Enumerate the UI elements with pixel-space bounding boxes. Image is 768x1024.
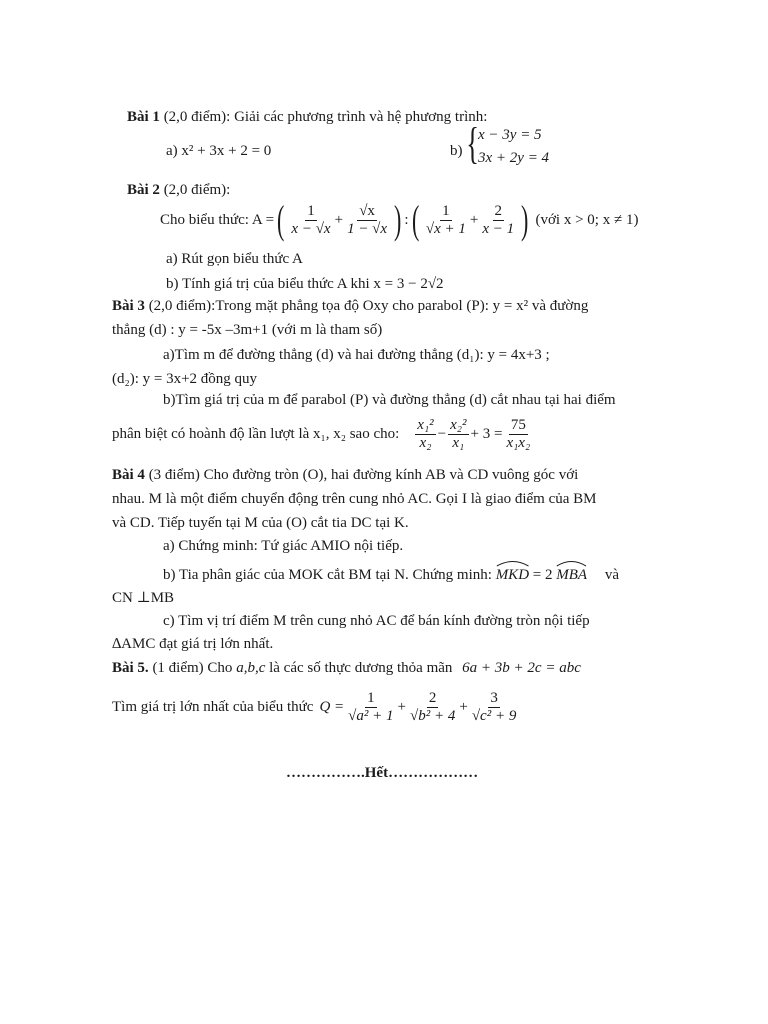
b2-fraction-3: $\frac{1}{√x + 1}$ [425, 202, 466, 237]
b3-plus-3: + 3 = [470, 425, 503, 442]
arc-mba: MBA [556, 566, 587, 585]
b4-line-1 [112, 466, 578, 485]
b4-line-2: nhau. M là một điểm chuyển động trên cung nhỏ AC. Gọi I là giao điểm của BM [112, 491, 597, 507]
b3-line-4: (d₂): y = 3x+2 đồng quy [112, 371, 258, 387]
b4-and: và [604, 567, 619, 583]
b2-condition: (với x > 0; x ≠ 1) [535, 211, 639, 228]
b4-part-a: a) Chứng minh: Tứ giác AMIO nội tiếp. [163, 538, 404, 554]
b4-part-c-1: c) Tìm vị trí điểm M trên cung nhỏ AC để bán kính đường tròn nội tiếp [163, 613, 590, 629]
b3-line-6: phân biệt có hoành độ lần lượt là x₁, x₂ sao cho: $\frac{\text{x₁²}}{\text{x₂}}$ − $\frac{\text{x₂²}}{\text{x₁}}$ + 3 = $\frac{75}{\text{x₁x₂}}$ [112, 416, 531, 451]
b5-fraction-1: $\frac{1}{\text{√a² + 1}}$ [348, 689, 394, 724]
b4-part-c-2: ∆AMC đạt giá trị lớn nhất. [112, 636, 274, 652]
b2-part-a: a) Rút gọn biểu thức A [166, 251, 303, 267]
b3-fraction-3: $\frac{75}{\text{x₁x₂}}$ [506, 416, 531, 451]
b5-vars: a,b,c [236, 660, 266, 676]
b5-text-1b: là các số thực dương thỏa mãn [269, 660, 453, 676]
b5-title: Bài 5. [112, 660, 149, 676]
b3-line-1 [112, 297, 588, 316]
b1-system-eq2: 3x + 2y = 4 [478, 150, 550, 166]
arc-mkd: MKD [496, 566, 529, 585]
b1-system-eq1: x − 3y = 5 [478, 127, 542, 143]
system-brace: { [466, 119, 479, 168]
b5-line-2: Tìm giá trị lớn nhất của biểu thức Q = $\frac{1}{\text{√a² + 1}}$ + $\frac{2}{\text{√b² + 4}}$ + $\frac{3}{\text{√c² + 9}}$ [112, 689, 517, 724]
b1-part-a [166, 142, 271, 161]
b1-title: Bài 1 [127, 109, 160, 125]
b4-title: Bài 4 [112, 467, 145, 483]
b5-text-2: Tìm giá trị lớn nhất của biểu thức [112, 698, 314, 715]
b4-line-cn: CN ⊥MB [112, 590, 175, 606]
b5-fraction-2: $\frac{2}{\text{√b² + 4}}$ [409, 689, 456, 724]
b2-fraction-4: $\frac{2}{x - 1}$ [482, 202, 515, 237]
b2-part-b: b) Tính giá trị của biểu thức A khi x = 3 − 2√2 [166, 276, 444, 292]
end-marker: …………….Hết……………… [286, 765, 479, 781]
b5-line-1 [112, 659, 581, 678]
b3-line-3: a)Tìm m để đường thẳng (d) và hai đường thẳng (d₁): y = 4x+3 ; [163, 347, 550, 363]
b1-heading [127, 108, 487, 127]
b4-line-3: và CD. Tiếp tuyến tại M của (O) cắt tia DC tại K. [112, 515, 409, 531]
b1-b-label: b) [450, 143, 463, 159]
b2-points: (2,0 điểm): [163, 182, 231, 198]
b1-a-label: a) [166, 143, 178, 159]
b5-q: Q = [319, 698, 345, 715]
b3-text-1: (2,0 điểm):Trong mặt phẳng tọa độ Oxy cho parabol (P): y = x² và đường [148, 298, 589, 314]
b1-points: (2,0 điểm): Giải các phương trình và hệ phương trình: [163, 109, 488, 125]
b5-text-1a: (1 điểm) Cho [152, 660, 233, 676]
b2-expression: Cho biểu thức: A = ( $\frac{1}{x - √x}$ + $\frac{√x}{1 - √x}$ ) : ( $\frac{1}{√x + 1}$ + $\frac{2}{x - 1}$ ) (với x > 0; x ≠ 1) [160, 197, 639, 242]
b5-fraction-3: $\frac{3}{\text{√c² + 9}}$ [471, 689, 517, 724]
b2-fraction-1: $\frac{1}{x - √x}$ [291, 202, 331, 237]
b1-a-equation: x² + 3x + 2 = 0 [181, 143, 272, 159]
b2-fraction-2: $\frac{√x}{1 - √x}$ [347, 202, 388, 237]
b3-line-5: b)Tìm giá trị của m để parabol (P) và đường thẳng (d) cắt nhau tại hai điểm [163, 392, 616, 408]
b3-fraction-1: $\frac{\text{x₁²}}{\text{x₂}}$ [417, 416, 434, 451]
b2-title: Bài 2 [127, 182, 160, 198]
b4-text-1: (3 điểm) Cho đường tròn (O), hai đường kính AB và CD vuông góc với [148, 467, 579, 483]
b3-title: Bài 3 [112, 298, 145, 314]
b4-part-b [163, 566, 619, 585]
b3-text-6: phân biệt có hoành độ lần lượt là x₁, x₂ sao cho: [112, 425, 400, 442]
b2-intro: Cho biểu thức: A = [160, 211, 275, 228]
b4-eq: = 2 [532, 567, 553, 583]
b3-fraction-2: $\frac{\text{x₂²}}{\text{x₁}}$ [450, 416, 467, 451]
b5-condition: 6a + 3b + 2c = abc [462, 660, 581, 676]
b4-b-text: b) Tia phân giác của MOK cắt BM tại N. Chứng minh: [163, 567, 492, 583]
b3-line-2: thẳng (d) : y = -5x –3m+1 (với m là tham số) [112, 322, 383, 338]
